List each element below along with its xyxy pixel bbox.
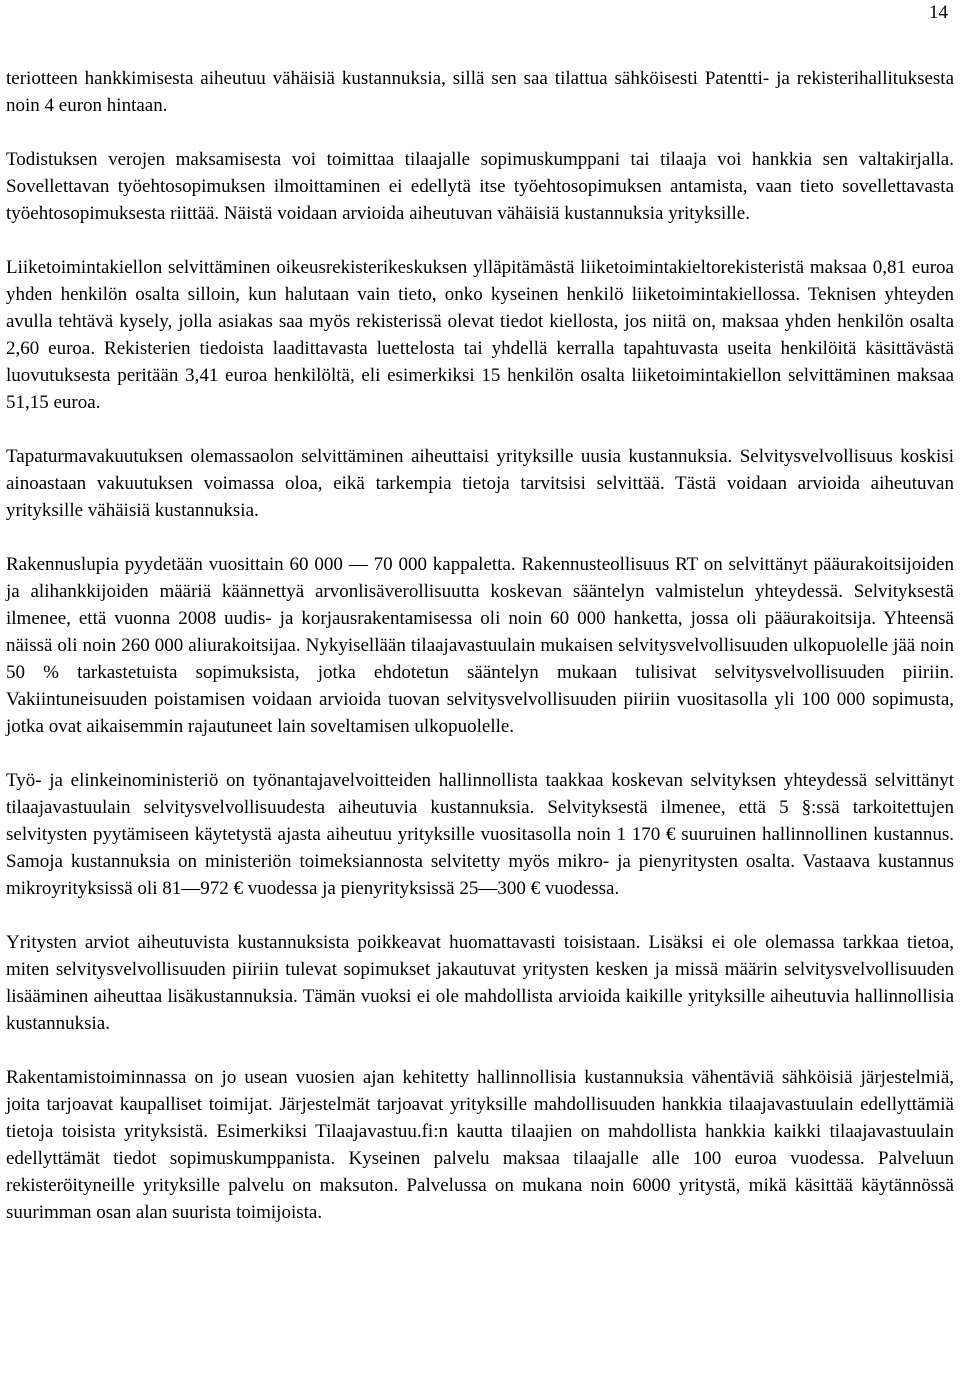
paragraph-accident-insurance: Tapaturmavakuutuksen olemassaolon selvittäminen aiheuttaisi yrityksille uusia kustannuksia. Selvitysvelvollisuus koskisi ainoastaan vakuutuksen voimassa oloa, eikä tarkempia tietoja tarvitsisi selvittää. Tästä voidaan arvioida aiheutuvan yrityksille vähäisiä kustannuksia. — [6, 446, 954, 521]
paragraph-electronic-systems: Rakentamistoiminnassa on jo usean vuosien ajan kehitetty hallinnollisia kustannuksia vähentäviä sähköisiä järjestelmiä, joita tarjoavat kaupalliset toimijat. Järjestelmät tarjoavat yrityksille mahdollisuuden hankkia tilaajavastuulain edellyttämiä tietoja toisista yrityksistä. Esimerkiksi Tilaajavastuu.fi:n kautta tilaajien on mahdollista hankkia kaikki tilaajavastuulain edellyttämät tiedot sopimuskumppanista. Kyseinen palvelu maksaa tilaajalle alle 100 euroa vuodessa. Palveluun rekisteröityneille yrityksille palvelu on maksuton. Palvelussa on mukana noin 6000 yritystä, mikä käsittää käytännössä suurimman osan alan suurista toimijoista. — [6, 1067, 954, 1223]
page-number: 14 — [929, 2, 948, 23]
paragraph-tax-certificate: Todistuksen verojen maksamisesta voi toimittaa tilaajalle sopimuskumppani tai tilaaja voi hankkia sen valtakirjalla. Sovellettavan työehtosopimuksen ilmoittaminen ei edellytä itse työehtosopimuksen antamista, vaan tieto sovellettavasta työehtosopimuksesta riittää. Näistä voidaan arvioida aiheutuvan vähäisiä kustannuksia yrityksille. — [6, 149, 954, 224]
document-body — [6, 65, 954, 1226]
paragraph-ministry-study: Työ- ja elinkeinoministeriö on työnantajavelvoitteiden hallinnollista taakkaa koskevan selvityksen yhteydessä selvittänyt tilaajavastuulain selvitysvelvollisuudesta aiheutuvia kustannuksia. Selvityksestä ilmenee, että 5 §:ssä tarkoitettujen selvitysten pyytämiseen käytetystä ajasta aiheutuu yrityksille vuositasolla noin 1 170 € suuruinen hallinnollinen kustannus. Samoja kustannuksia on ministeriön toimeksiannosta selvitetty myös mikro- ja pienyritysten osalta. Vastaava kustannus mikroyrityksissä oli 81—972 € vuodessa ja pienyrityksissä 25—300 € vuodessa. — [6, 770, 954, 899]
paragraph-business-ban: Liiketoimintakiellon selvittäminen oikeusrekisterikeskuksen ylläpitämästä liiketoimintakieltorekisteristä maksaa 0,81 euroa yhden henkilön osalta silloin, kun halutaan vain tieto, onko kyseinen henkilö liiketoimintakiellossa. Teknisen yhteyden avulla tehtävä kysely, jolla asiakas saa myös rekisterissä olevat tiedot kiellosta, jos niitä on, maksaa yhden henkilön osalta 2,60 euroa. Rekisterien tiedoista laadittavasta luettelosta tai yhdellä kerralla tapahtuvasta useita henkilöitä käsittävästä luovutuksesta peritään 3,41 euroa henkilöltä, eli esimerkiksi 15 henkilön osalta liiketoimintakiellon selvittäminen maksaa 51,15 euroa. — [6, 257, 954, 413]
paragraph-building-permits: Rakennuslupia pyydetään vuosittain 60 000 — 70 000 kappaletta. Rakennusteollisuus RT on selvittänyt pääurakoitsijoiden ja alihankkijoiden määriä käännettyä arvonlisäverollisuutta koskevan sääntelyn valmistelun yhteydessä. Selvityksestä ilmenee, että vuonna 2008 uudis- ja korjausrakentamisessa oli noin 60 000 hanketta, jossa oli pääurakoitsija. Yhteensä näissä oli noin 260 000 aliurakoitsijaa. Nykyisellään tilaajavastuulain mukaisen selvitysvelvollisuuden ulkopuolelle jää noin 50 % tarkastetuista sopimuksista, jotka ehdotetun sääntelyn mukaan tulisivat selvitysvelvollisuuden piiriin. Vakiintuneisuuden poistamisen voidaan arvioida tuovan selvitysvelvollisuuden piiriin vuositasolla yli 100 000 sopimusta, jotka ovat aikaisemmin rajautuneet lain soveltamisen ulkopuolelle. — [6, 554, 954, 737]
paragraph-company-estimates: Yritysten arviot aiheutuvista kustannuksista poikkeavat huomattavasti toisistaan. Lisäksi ei ole olemassa tarkkaa tietoa, miten selvitysvelvollisuuden piiriin tulevat sopimukset jakautuvat yritysten kesken ja missä määrin selvitysvelvollisuuden lisääminen aiheuttaa lisäkustannuksia. Tämän vuoksi ei ole mahdollista arvioida kaikille yrityksille aiheutuvia hallinnollisia kustannuksia. — [6, 932, 954, 1034]
paragraph-extract-cost: teriotteen hankkimisesta aiheutuu vähäisiä kustannuksia, sillä sen saa tilattua sähköisesti Patentti- ja rekisterihallituksesta noin 4 euron hintaan. — [6, 68, 954, 116]
